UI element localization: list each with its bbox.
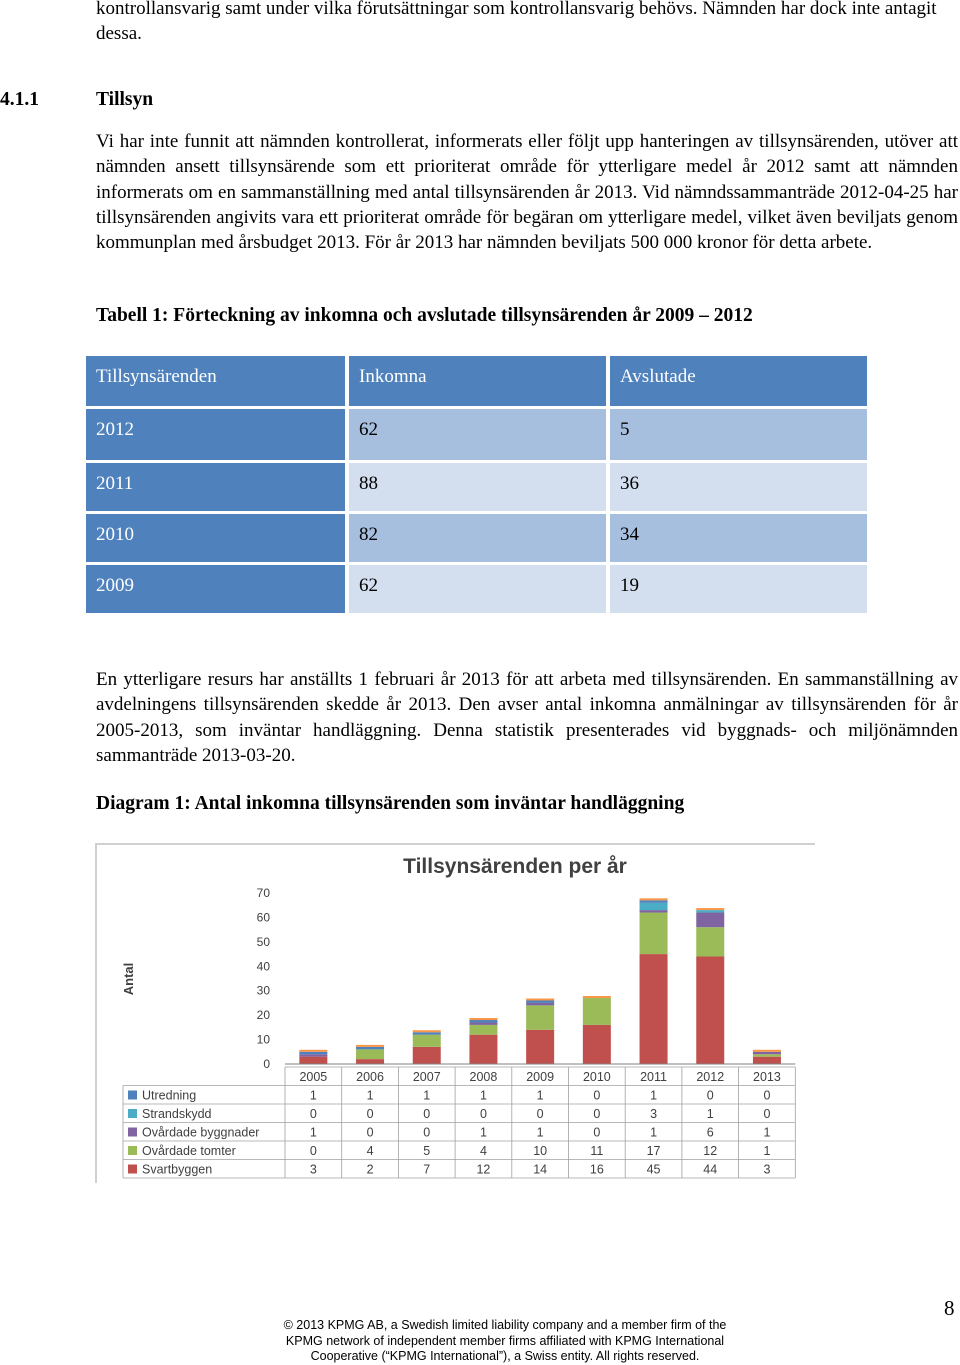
data-value-label: 3: [650, 1107, 658, 1121]
bar-segment: [753, 1054, 781, 1056]
bar-segment: [526, 1000, 554, 1002]
y-axis-label: Antal: [121, 962, 136, 996]
table-cell: 62: [347, 563, 608, 614]
bar-cap: [526, 998, 554, 1000]
page-number: 8: [944, 1296, 955, 1320]
y-tick-label: 20: [256, 1008, 270, 1023]
y-tick-label: 40: [256, 959, 270, 974]
legend-label: Ovårdade byggnader: [142, 1125, 260, 1140]
data-value-label: 2: [366, 1162, 374, 1177]
footer: [240, 1318, 770, 1365]
bar-segment: [299, 1054, 327, 1056]
legend-swatch: [128, 1165, 137, 1174]
table-header-cell: Avslutade: [608, 356, 869, 407]
x-tick-label: 2011: [640, 1070, 667, 1084]
y-tick-label: 30: [256, 983, 270, 998]
bar-segment: [356, 1047, 384, 1049]
bar-segment: [413, 1047, 441, 1064]
bar-segment: [526, 1030, 554, 1064]
bar-segment: [299, 1052, 327, 1054]
data-value-label: 0: [706, 1088, 714, 1103]
bar-cap: [299, 1050, 327, 1052]
bar-segment: [413, 1035, 441, 1047]
y-tick-label: 0: [263, 1057, 270, 1071]
bar-cap: [356, 1045, 384, 1047]
data-value-label: 1: [366, 1088, 374, 1103]
data-value-label: 0: [423, 1125, 431, 1140]
legend-label: Utredning: [142, 1088, 197, 1103]
bar-segment: [469, 1025, 497, 1035]
table-header-cell: Tillsynsärenden: [86, 356, 347, 407]
bar-segment: [640, 913, 668, 955]
table-cell: 2010: [86, 512, 347, 563]
data-value-label: 5: [423, 1144, 431, 1158]
chart-title: Tillsynsärenden per år: [403, 855, 627, 878]
bar-segment: [583, 998, 611, 1025]
data-value-label: 3: [309, 1162, 317, 1177]
bar-segment: [583, 1025, 611, 1064]
table-row: [86, 407, 869, 461]
tillsyn-paragraph: Vi har inte funnit att nämnden kontrollerat, informerats eller följt upp hanteringen av tillsynsärenden, utöver att nämnden ansett tillsynsärende som ett prioriterat område för ytterligare medel år 2012 samt att nämnden informerats om en sammanställning med antal tillsynsärenden år 2013. Vid nämndssammanträde 2012-04-25 har tillsynsärenden angivits vara ett prioriterat område för begäran om ytterligare medel, vilket även beviljats genom kommunplan med årsbudget 2013. För år 2013 har nämnden beviljats 500 000 kronor för detta arbete.: [96, 131, 958, 254]
bar-segment: [356, 1049, 384, 1059]
y-tick-label: 60: [256, 910, 270, 925]
data-value-label: 7: [423, 1162, 431, 1177]
data-value-label: 0: [309, 1144, 317, 1158]
section-title: Tillsyn: [96, 89, 154, 110]
data-value-label: 0: [366, 1125, 374, 1140]
table-cell: 19: [608, 563, 869, 614]
data-value-label: 0: [593, 1125, 601, 1140]
x-tick-label: 2007: [412, 1070, 441, 1084]
bar-cap: [696, 908, 724, 910]
bar-segment: [696, 913, 724, 928]
data-value-label: 1: [423, 1088, 431, 1103]
legend-label: Strandskydd: [142, 1107, 212, 1121]
bar-segment: [640, 954, 668, 1064]
bar-segment: [640, 903, 668, 910]
legend-label: Svartbyggen: [142, 1162, 213, 1177]
data-value-label: 0: [763, 1088, 771, 1103]
x-tick-label: 2010: [582, 1070, 611, 1084]
bar-segment: [696, 910, 724, 912]
x-tick-label: 2012: [696, 1070, 725, 1084]
x-tick-label: 2006: [356, 1070, 384, 1084]
data-value-label: 10: [533, 1144, 548, 1158]
data-value-label: 12: [476, 1162, 491, 1177]
chart-border: [95, 843, 815, 845]
table-cell: 34: [608, 512, 869, 563]
table-row: [86, 461, 869, 512]
intro-paragraph: kontrollansvarig samt under vilka förutsättningar som kontrollansvarig behövs. Nämnden har dock inte antagit dessa.: [96, 0, 937, 45]
data-value-label: 45: [646, 1162, 661, 1177]
data-value-label: 1: [536, 1125, 544, 1140]
bar-cap: [640, 898, 668, 900]
bar-cap: [753, 1050, 781, 1052]
table-cell: 2009: [86, 563, 347, 614]
table-cell: 2011: [86, 461, 347, 512]
y-tick-label: 50: [256, 934, 270, 949]
data-value-label: 1: [536, 1088, 544, 1103]
data-value-label: 0: [366, 1107, 374, 1121]
table-header-row: [86, 356, 869, 407]
bar-segment: [469, 1022, 497, 1024]
bar-segment: [299, 1057, 327, 1064]
bar-segment: [356, 1059, 384, 1064]
table-cell: 36: [608, 461, 869, 512]
resurs-paragraph: En ytterligare resurs har anställts 1 februari år 2013 för att arbeta med tillsynsärenden. En sammanställning av avdelningens tillsynsärenden skedde år 2013. Den avser antal inkomna anmälningar av tillsynsärenden för år 2005-2013, som inväntar handläggning. Denna statistik presenterades vid byggnads- och miljönämnden sammanträde 2013-03-20.: [96, 669, 958, 766]
y-tick-label: 70: [256, 886, 270, 900]
data-value-label: 0: [763, 1107, 771, 1121]
footer-line: © 2013 KPMG AB, a Swedish limited liability company and a member firm of the: [283, 1318, 727, 1332]
table-row: [86, 563, 869, 614]
bar-cap: [583, 996, 611, 998]
x-tick-label: 2009: [526, 1070, 555, 1084]
legend-swatch: [128, 1146, 137, 1155]
data-value-label: 1: [650, 1125, 658, 1140]
bar-segment: [696, 927, 724, 956]
x-tick-label: 2005: [299, 1070, 328, 1084]
table-cell: 62: [347, 407, 608, 461]
data-value-label: 14: [533, 1162, 548, 1177]
bar-segment: [640, 900, 668, 902]
data-value-label: 1: [763, 1144, 771, 1158]
table-header-cell: Inkomna: [347, 356, 608, 407]
legend-label: Ovårdade tomter: [142, 1144, 236, 1158]
data-value-label: 44: [703, 1162, 718, 1177]
table-cell: 5: [608, 407, 869, 461]
data-value-label: 4: [366, 1144, 374, 1158]
data-value-label: 0: [309, 1107, 317, 1121]
chart-container: [95, 843, 815, 1183]
bar-cap: [469, 1018, 497, 1020]
bar-segment: [469, 1020, 497, 1022]
data-value-label: 0: [536, 1107, 544, 1121]
footer-line: KPMG network of independent member firms affiliated with KPMG International: [285, 1333, 725, 1348]
x-tick-label: 2008: [469, 1070, 498, 1084]
table-cell: 88: [347, 461, 608, 512]
data-value-label: 1: [706, 1107, 714, 1121]
stacked-bar-chart: [95, 843, 815, 1183]
data-value-label: 12: [703, 1144, 718, 1158]
data-value-label: 3: [763, 1162, 771, 1177]
bar-segment: [526, 1005, 554, 1029]
data-value-label: 0: [593, 1107, 601, 1121]
data-value-label: 17: [646, 1144, 661, 1158]
legend-swatch: [128, 1128, 137, 1137]
data-value-label: 1: [479, 1125, 487, 1140]
bar-segment: [469, 1035, 497, 1064]
data-value-label: 0: [593, 1088, 601, 1103]
x-tick-label: 2013: [753, 1070, 781, 1084]
bar-segment: [640, 910, 668, 912]
chart-border: [95, 843, 97, 1183]
data-value-label: 1: [650, 1088, 658, 1103]
data-table: [86, 356, 871, 616]
footer-line: Cooperative (“KPMG International”), a Swiss entity. All rights reserved.: [310, 1349, 700, 1363]
table-caption: Tabell 1: Förteckning av inkomna och avslutade tillsynsärenden år 2009 – 2012: [96, 305, 753, 326]
legend-swatch: [128, 1109, 137, 1118]
bar-segment: [413, 1032, 441, 1034]
bar-segment: [753, 1052, 781, 1054]
data-value-label: 0: [479, 1107, 487, 1121]
bar-segment: [526, 1003, 554, 1005]
section-number: 4.1.1: [0, 89, 39, 110]
bar-segment: [696, 957, 724, 1064]
data-value-label: 16: [589, 1162, 604, 1177]
table-cell: 2012: [86, 407, 347, 461]
bar-segment: [753, 1057, 781, 1064]
y-tick-label: 10: [256, 1032, 270, 1047]
data-value-label: 1: [309, 1125, 317, 1140]
data-value-label: 0: [423, 1107, 431, 1121]
table-cell: 82: [347, 512, 608, 563]
data-value-label: 1: [309, 1088, 317, 1103]
data-value-label: 1: [763, 1125, 771, 1140]
data-value-label: 4: [479, 1144, 487, 1158]
legend-swatch: [128, 1091, 137, 1100]
data-value-label: 11: [590, 1144, 604, 1158]
data-value-label: 1: [479, 1088, 487, 1103]
bar-cap: [413, 1030, 441, 1032]
data-value-label: 6: [706, 1125, 714, 1140]
table-row: [86, 512, 869, 563]
diagram-caption: Diagram 1: Antal inkomna tillsynsärenden som inväntar handläggning: [96, 793, 685, 814]
